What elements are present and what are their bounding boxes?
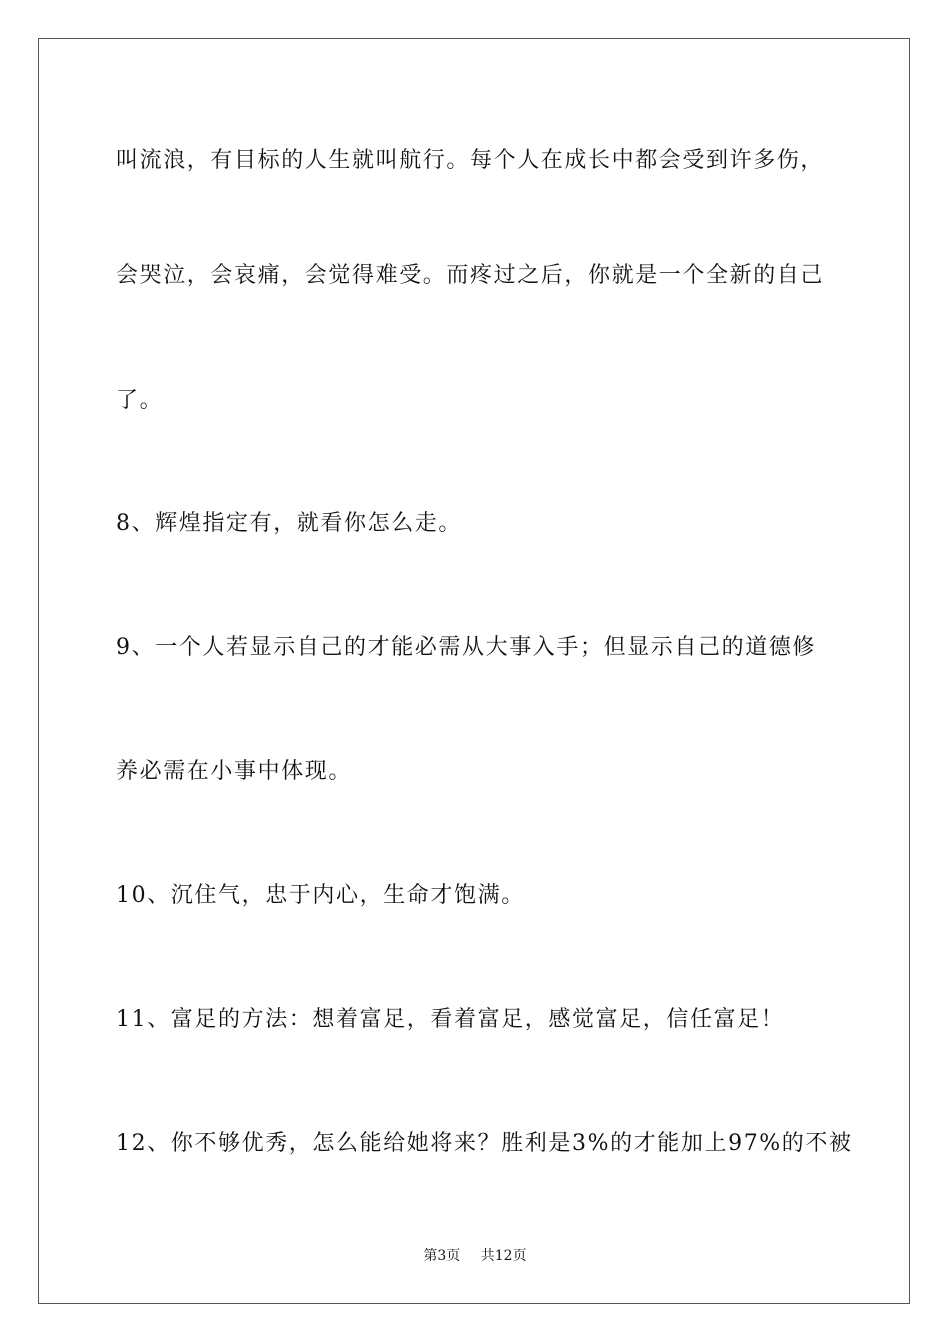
text-line: 10、沉住气，忠于内心，生命才饱满。	[116, 883, 525, 908]
text-line: 叫流浪，有目标的人生就叫航行。每个人在成长中都会受到许多伤，	[116, 148, 825, 173]
text-line: 11、富足的方法：想着富足，看着富足，感觉富足，信任富足！	[116, 1007, 785, 1032]
page-number-total: 共12页	[480, 1248, 527, 1264]
page-border	[38, 38, 910, 1304]
text-line: 会哭泣，会哀痛，会觉得难受。而疼过之后，你就是一个全新的自己	[116, 263, 825, 288]
text-line: 了。	[116, 388, 164, 413]
text-line: 8、辉煌指定有，就看你怎么走。	[116, 511, 462, 536]
text-line: 养必需在小事中体现。	[116, 759, 353, 784]
text-line: 12、你不够优秀，怎么能给她将来？胜利是3%的才能加上97%的不被	[116, 1131, 853, 1156]
page-number-current: 第3页	[423, 1248, 461, 1264]
text-line: 9、一个人若显示自己的才能必需从大事入手；但显示自己的道德修	[116, 635, 816, 660]
page-footer	[0, 1246, 950, 1266]
